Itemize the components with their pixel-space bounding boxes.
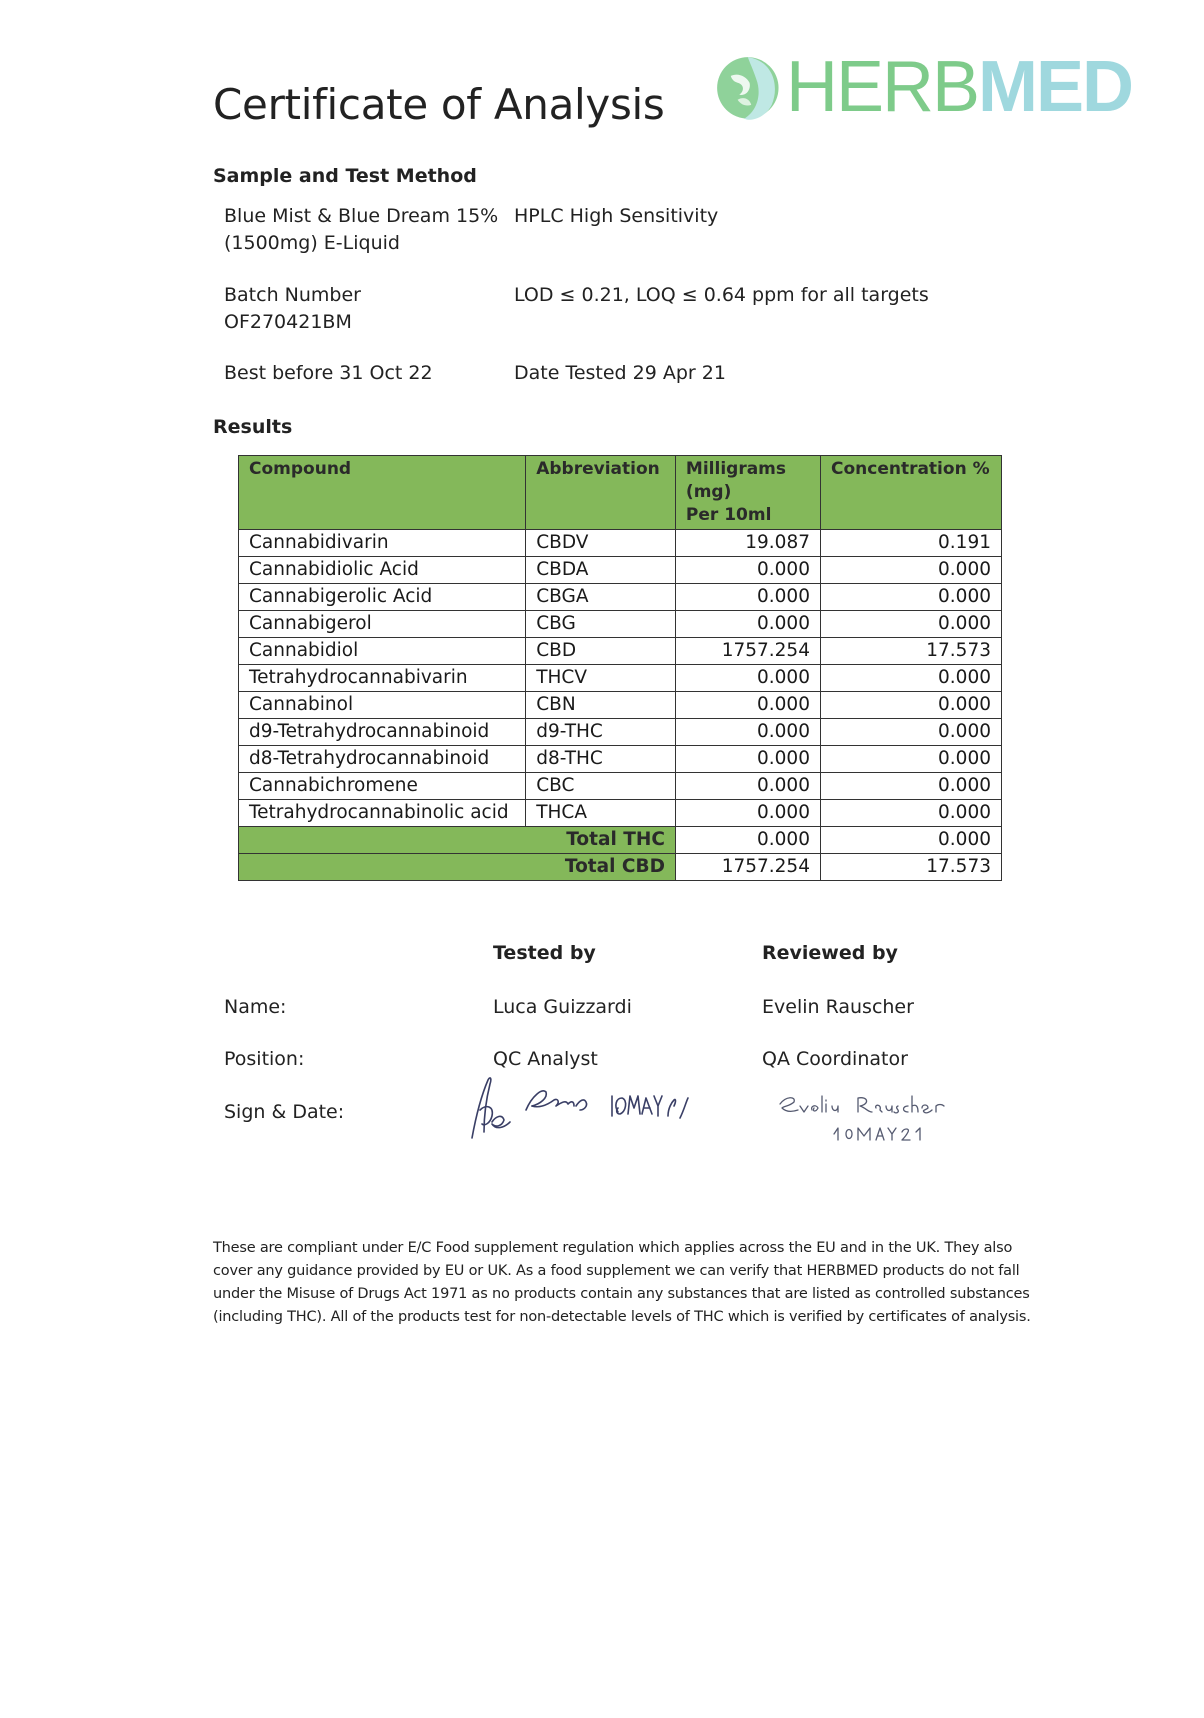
col-milligrams-line1: Milligrams (mg) <box>685 459 787 502</box>
cell-compound: Cannabichromene <box>239 773 526 800</box>
herbmed-logo <box>712 42 1132 132</box>
table-row <box>239 584 1002 611</box>
product-name-line1: Blue Mist & Blue Dream 15% <box>224 205 499 227</box>
cell-milligrams: 0.000 <box>675 665 820 692</box>
results-heading: Results <box>213 416 293 438</box>
cell-compound: Cannabigerolic Acid <box>239 584 526 611</box>
col-milligrams-line2: Per 10ml <box>685 505 772 525</box>
cell-abbreviation: CBGA <box>526 584 676 611</box>
total-milligrams: 0.000 <box>675 827 820 854</box>
cell-concentration: 0.000 <box>820 692 1001 719</box>
herbmed-leaf-icon <box>712 44 782 130</box>
cell-concentration: 0.000 <box>820 584 1001 611</box>
cell-abbreviation: CBG <box>526 611 676 638</box>
logo-text-med: MED <box>978 47 1132 127</box>
col-milligrams <box>675 456 820 530</box>
sign-date-label: Sign & Date: <box>224 1101 345 1123</box>
name-label: Name: <box>224 996 287 1018</box>
cell-milligrams: 0.000 <box>675 557 820 584</box>
table-row <box>239 611 1002 638</box>
col-abbreviation: Abbreviation <box>526 456 676 530</box>
tested-signature <box>462 1066 702 1146</box>
cell-compound: Cannabidiolic Acid <box>239 557 526 584</box>
table-row <box>239 530 1002 557</box>
cell-compound: Cannabigerol <box>239 611 526 638</box>
cell-compound: Cannabinol <box>239 692 526 719</box>
table-row <box>239 746 1002 773</box>
logo-text-herb: HERB <box>785 47 978 127</box>
cell-compound: Cannabidivarin <box>239 530 526 557</box>
table-row <box>239 773 1002 800</box>
reviewed-name: Evelin Rauscher <box>762 996 914 1018</box>
table-row <box>239 692 1002 719</box>
cell-milligrams: 0.000 <box>675 719 820 746</box>
reviewed-position: QA Coordinator <box>762 1048 908 1070</box>
tested-name: Luca Guizzardi <box>493 996 632 1018</box>
cell-abbreviation: CBDV <box>526 530 676 557</box>
batch-block <box>224 282 361 336</box>
reviewed-by-heading: Reviewed by <box>762 942 898 964</box>
cell-concentration: 0.000 <box>820 746 1001 773</box>
cell-milligrams: 0.000 <box>675 773 820 800</box>
table-row <box>239 557 1002 584</box>
cell-concentration: 0.000 <box>820 800 1001 827</box>
table-row <box>239 800 1002 827</box>
cell-concentration: 0.000 <box>820 611 1001 638</box>
reviewed-signature <box>772 1086 992 1146</box>
logo-wordmark <box>785 47 1132 127</box>
cell-compound: Tetrahydrocannabinolic acid <box>239 800 526 827</box>
cell-concentration: 0.000 <box>820 773 1001 800</box>
cell-abbreviation: CBC <box>526 773 676 800</box>
cell-concentration: 0.000 <box>820 557 1001 584</box>
cell-compound: d9-Tetrahydrocannabinoid <box>239 719 526 746</box>
total-row <box>239 854 1002 881</box>
cell-compound: Cannabidiol <box>239 638 526 665</box>
cell-abbreviation: THCV <box>526 665 676 692</box>
table-row <box>239 719 1002 746</box>
total-concentration: 17.573 <box>820 854 1001 881</box>
cell-milligrams: 19.087 <box>675 530 820 557</box>
results-header-row <box>239 456 1002 530</box>
best-before: Best before 31 Oct 22 <box>224 362 433 384</box>
position-label: Position: <box>224 1048 305 1070</box>
sample-section-heading: Sample and Test Method <box>213 165 477 187</box>
disclaimer-text: These are compliant under E/C Food supplement regulation which applies across the EU and in the UK. They also cover any guidance provided by EU or UK. As a food supplement we can verify that HERBMED products do not fall under the Misuse of Drugs Act 1971 as no products contain any substances that are listed as controlled substances (including THC). All of the products test for non-detectable levels of THC which is verified by certificates of analysis. <box>213 1240 1031 1325</box>
page-title: Certificate of Analysis <box>213 80 665 130</box>
test-method: HPLC High Sensitivity <box>514 205 719 227</box>
cell-milligrams: 1757.254 <box>675 638 820 665</box>
total-row <box>239 827 1002 854</box>
cell-abbreviation: CBD <box>526 638 676 665</box>
total-label: Total CBD <box>239 854 676 881</box>
cell-compound: Tetrahydrocannabivarin <box>239 665 526 692</box>
table-row <box>239 665 1002 692</box>
cell-milligrams: 0.000 <box>675 746 820 773</box>
cell-milligrams: 0.000 <box>675 692 820 719</box>
cell-milligrams: 0.000 <box>675 584 820 611</box>
cell-concentration: 0.000 <box>820 665 1001 692</box>
col-concentration: Concentration % <box>820 456 1001 530</box>
table-row <box>239 638 1002 665</box>
cell-concentration: 0.000 <box>820 719 1001 746</box>
cell-concentration: 0.191 <box>820 530 1001 557</box>
results-table <box>238 455 1002 881</box>
date-tested: Date Tested 29 Apr 21 <box>514 362 726 384</box>
cell-abbreviation: CBN <box>526 692 676 719</box>
cell-milligrams: 0.000 <box>675 800 820 827</box>
total-milligrams: 1757.254 <box>675 854 820 881</box>
results-body <box>239 530 1002 881</box>
tested-position: QC Analyst <box>493 1048 598 1070</box>
col-compound: Compound <box>239 456 526 530</box>
cell-concentration: 17.573 <box>820 638 1001 665</box>
cell-abbreviation: d9-THC <box>526 719 676 746</box>
cell-abbreviation: CBDA <box>526 557 676 584</box>
total-concentration: 0.000 <box>820 827 1001 854</box>
product-name-line2: (1500mg) E-Liquid <box>224 232 400 254</box>
detection-limits: LOD ≤ 0.21, LOQ ≤ 0.64 ppm for all targets <box>514 284 929 306</box>
cell-milligrams: 0.000 <box>675 611 820 638</box>
product-name <box>224 203 498 257</box>
total-label: Total THC <box>239 827 676 854</box>
cell-abbreviation: THCA <box>526 800 676 827</box>
tested-by-heading: Tested by <box>493 942 596 964</box>
cell-abbreviation: d8-THC <box>526 746 676 773</box>
cell-compound: d8-Tetrahydrocannabinoid <box>239 746 526 773</box>
batch-label: Batch Number <box>224 284 361 306</box>
batch-number: OF270421BM <box>224 311 352 333</box>
